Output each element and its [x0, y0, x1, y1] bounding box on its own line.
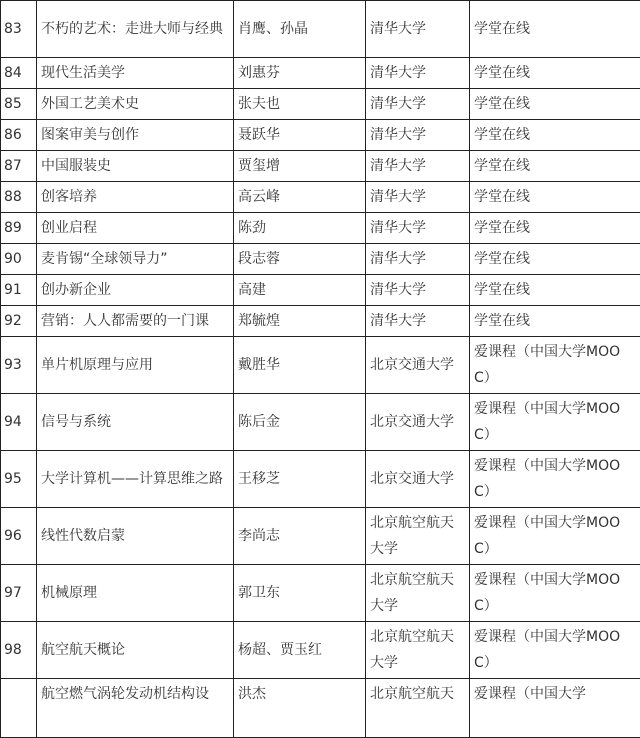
table-row: [1, 337, 640, 394]
course-name: 线性代数启蒙: [37, 508, 234, 565]
course-platform: 学堂在线: [470, 151, 640, 182]
course-teacher: 陈劲: [234, 213, 366, 244]
course-platform: 学堂在线: [470, 120, 640, 151]
course-teacher: 高云峰: [234, 182, 366, 213]
course-school: 清华大学: [366, 58, 470, 89]
course-platform: 爱课程（中国大学MOOC）: [470, 508, 640, 565]
course-name: 现代生活美学: [37, 58, 234, 89]
course-school: 北京交通大学: [366, 451, 470, 508]
course-number: 89: [1, 213, 37, 244]
course-teacher: 张夫也: [234, 89, 366, 120]
course-platform: 学堂在线: [470, 306, 640, 337]
course-table-body: [1, 1, 640, 738]
course-name: 图案审美与创作: [37, 120, 234, 151]
course-teacher: 王移芝: [234, 451, 366, 508]
course-name: 航空航天概论: [37, 622, 234, 679]
table-row: [1, 394, 640, 451]
course-number: 86: [1, 120, 37, 151]
course-platform: 学堂在线: [470, 275, 640, 306]
table-row: [1, 508, 640, 565]
table-row: [1, 565, 640, 622]
course-number: 84: [1, 58, 37, 89]
course-platform: 学堂在线: [470, 244, 640, 275]
course-school: 清华大学: [366, 120, 470, 151]
course-teacher: 李尚志: [234, 508, 366, 565]
course-name: 航空燃气涡轮发动机结构设: [37, 679, 234, 738]
table-row: [1, 244, 640, 275]
table-row: [1, 679, 640, 738]
course-name: 创办新企业: [37, 275, 234, 306]
course-number: 95: [1, 451, 37, 508]
course-number: 88: [1, 182, 37, 213]
course-school: 清华大学: [366, 244, 470, 275]
course-platform: 学堂在线: [470, 89, 640, 120]
course-school: 清华大学: [366, 1, 470, 58]
course-teacher: 陈后金: [234, 394, 366, 451]
course-school: 北京交通大学: [366, 337, 470, 394]
course-teacher: 郭卫东: [234, 565, 366, 622]
course-name: 信号与系统: [37, 394, 234, 451]
course-platform: 学堂在线: [470, 1, 640, 58]
table-row: [1, 89, 640, 120]
table-row: [1, 120, 640, 151]
course-name: 创客培养: [37, 182, 234, 213]
course-name: 麦肯锡“全球领导力”: [37, 244, 234, 275]
table-row: [1, 213, 640, 244]
course-teacher: 高建: [234, 275, 366, 306]
course-platform: 学堂在线: [470, 182, 640, 213]
course-school: 清华大学: [366, 213, 470, 244]
course-platform: 爱课程（中国大学MOOC）: [470, 394, 640, 451]
course-school: 清华大学: [366, 89, 470, 120]
course-number: 96: [1, 508, 37, 565]
course-teacher: 段志蓉: [234, 244, 366, 275]
course-platform: 学堂在线: [470, 58, 640, 89]
course-school: 清华大学: [366, 151, 470, 182]
course-number: 94: [1, 394, 37, 451]
course-school: 清华大学: [366, 182, 470, 213]
course-school: 清华大学: [366, 275, 470, 306]
course-number: 91: [1, 275, 37, 306]
course-school: 北京航空航天大学: [366, 508, 470, 565]
course-number: 92: [1, 306, 37, 337]
course-number: 85: [1, 89, 37, 120]
course-name: 创业启程: [37, 213, 234, 244]
course-school: 北京航空航天大学: [366, 565, 470, 622]
course-name: 机械原理: [37, 565, 234, 622]
course-number: 97: [1, 565, 37, 622]
course-platform: 爱课程（中国大学MOOC）: [470, 565, 640, 622]
table-row: [1, 306, 640, 337]
table-row: [1, 451, 640, 508]
course-teacher: 肖鹰、孙晶: [234, 1, 366, 58]
course-teacher: 聂跃华: [234, 120, 366, 151]
course-name: 外国工艺美术史: [37, 89, 234, 120]
course-teacher: 郑毓煌: [234, 306, 366, 337]
course-platform: 爱课程（中国大学MOOC）: [470, 451, 640, 508]
course-name: 单片机原理与应用: [37, 337, 234, 394]
table-row: [1, 275, 640, 306]
table-row: [1, 182, 640, 213]
course-number: 87: [1, 151, 37, 182]
course-number: 98: [1, 622, 37, 679]
course-name: 大学计算机——计算思维之路: [37, 451, 234, 508]
course-school: 北京航空航天大学: [366, 622, 470, 679]
course-name: 营销：人人都需要的一门课: [37, 306, 234, 337]
course-number: 93: [1, 337, 37, 394]
course-platform: 爱课程（中国大学MOOC）: [470, 337, 640, 394]
course-platform: 爱课程（中国大学MOOC）: [470, 622, 640, 679]
course-number: 83: [1, 1, 37, 58]
table-row: [1, 151, 640, 182]
course-school: 北京交通大学: [366, 394, 470, 451]
course-number: [1, 679, 37, 738]
course-platform: 爱课程（中国大学: [470, 679, 640, 738]
course-school: 北京航空航天: [366, 679, 470, 738]
course-teacher: 刘惠芬: [234, 58, 366, 89]
table-row: [1, 622, 640, 679]
course-name: 不朽的艺术：走进大师与经典: [37, 1, 234, 58]
course-school: 清华大学: [366, 306, 470, 337]
course-number: 90: [1, 244, 37, 275]
course-teacher: 贾玺增: [234, 151, 366, 182]
course-teacher: 戴胜华: [234, 337, 366, 394]
table-row: [1, 1, 640, 58]
course-teacher: 杨超、贾玉红: [234, 622, 366, 679]
course-teacher: 洪杰: [234, 679, 366, 738]
course-name: 中国服装史: [37, 151, 234, 182]
table-row: [1, 58, 640, 89]
course-platform: 学堂在线: [470, 213, 640, 244]
